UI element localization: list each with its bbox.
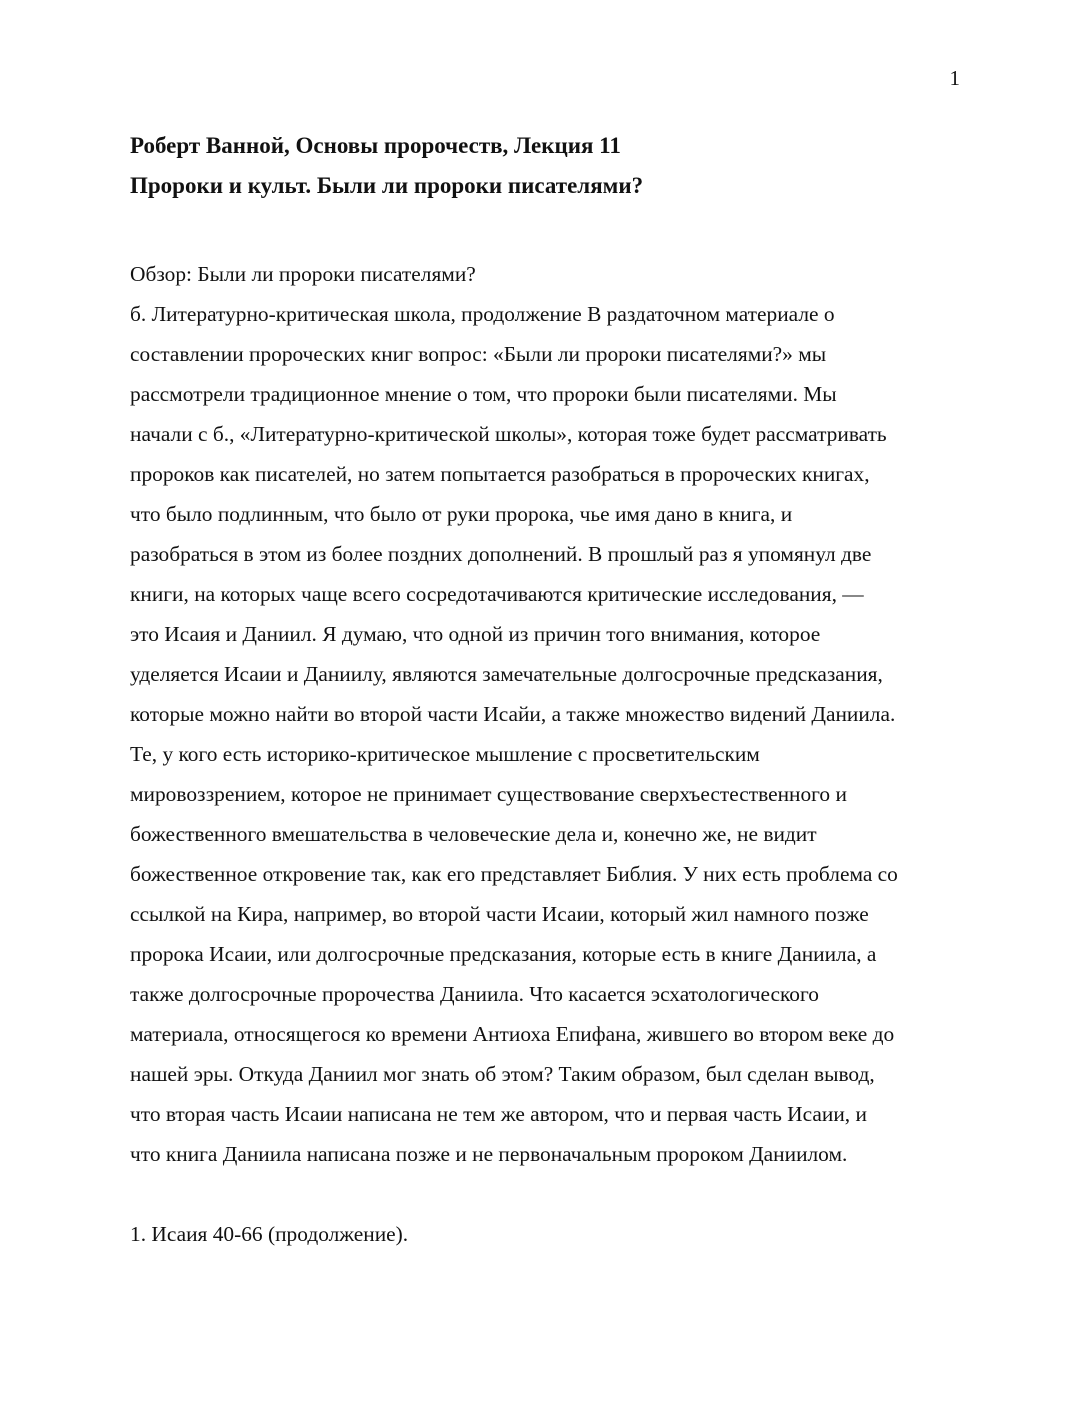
body-text xyxy=(130,254,962,1254)
paragraph-line: материала, относящегося ко времени Антиоха Епифана, жившего во втором веке до xyxy=(130,1022,895,1046)
paragraph-line: что книга Даниила написана позже и не первоначальным пророком Даниилом. xyxy=(130,1142,848,1166)
paragraph-line: что вторая часть Исаии написана не тем же автором, что и первая часть Исаии, и xyxy=(130,1102,867,1126)
paragraph-line: рассмотрели традиционное мнение о том, что пророки были писателями. Мы xyxy=(130,382,837,406)
paragraph-line: мировоззрением, которое не принимает существование сверхъестественного и xyxy=(130,782,847,806)
title-block xyxy=(130,126,960,206)
paragraph-line: также долгосрочные пророчества Даниила. Что касается эсхатологического xyxy=(130,982,819,1006)
paragraph-line: нашей эры. Откуда Даниил мог знать об этом? Таким образом, был сделан вывод, xyxy=(130,1062,875,1086)
page-number: 1 xyxy=(949,66,960,90)
paragraph-line: божественного вмешательства в человеческие дела и, конечно же, не видит xyxy=(130,822,817,846)
paragraph-line: уделяется Исаии и Даниилу, являются замечательные долгосрочные предсказания, xyxy=(130,662,883,686)
paragraph-line: пророка Исаии, или долгосрочные предсказания, которые есть в книге Даниила, а xyxy=(130,942,877,966)
paragraph-line: книги, на которых чаще всего сосредотачиваются критические исследования, — xyxy=(130,582,864,606)
paragraph-line: начали с б., «Литературно-критической школы», которая тоже будет рассматривать xyxy=(130,422,887,446)
paragraph-line: что было подлинным, что было от руки пророка, чье имя дано в книга, и xyxy=(130,502,793,526)
paragraph-line: разобраться в этом из более поздних дополнений. В прошлый раз я упомянул две xyxy=(130,542,872,566)
paragraph-line: б. Литературно-критическая школа, продолжение В раздаточном материале о xyxy=(130,302,835,326)
paragraph-line: ссылкой на Кира, например, во второй части Исаии, который жил намного позже xyxy=(130,902,869,926)
overview-line: Обзор: Были ли пророки писателями? xyxy=(130,262,476,286)
lecture-title: Роберт Ванной, Основы пророчеств, Лекция 11 xyxy=(130,133,621,158)
paragraph-line: божественное откровение так, как его представляет Библия. У них есть проблема со xyxy=(130,862,898,886)
paragraph-line: пророков как писателей, но затем попытается разобраться в пророческих книгах, xyxy=(130,462,870,486)
paragraph-line: это Исаия и Даниил. Я думаю, что одной из причин того внимания, которое xyxy=(130,622,821,646)
paragraph-line: которые можно найти во второй части Исайи, а также множество видений Даниила. xyxy=(130,702,896,726)
paragraph-line: Те, у кого есть историко-критическое мышление с просветительским xyxy=(130,742,760,766)
paragraph-line: составлении пророческих книг вопрос: «Были ли пророки писателями?» мы xyxy=(130,342,827,366)
section-heading: 1. Исаия 40-66 (продолжение). xyxy=(130,1222,409,1246)
paragraph-gap xyxy=(130,1174,962,1214)
lecture-subtitle: Пророки и культ. Были ли пророки писателями? xyxy=(130,173,644,198)
